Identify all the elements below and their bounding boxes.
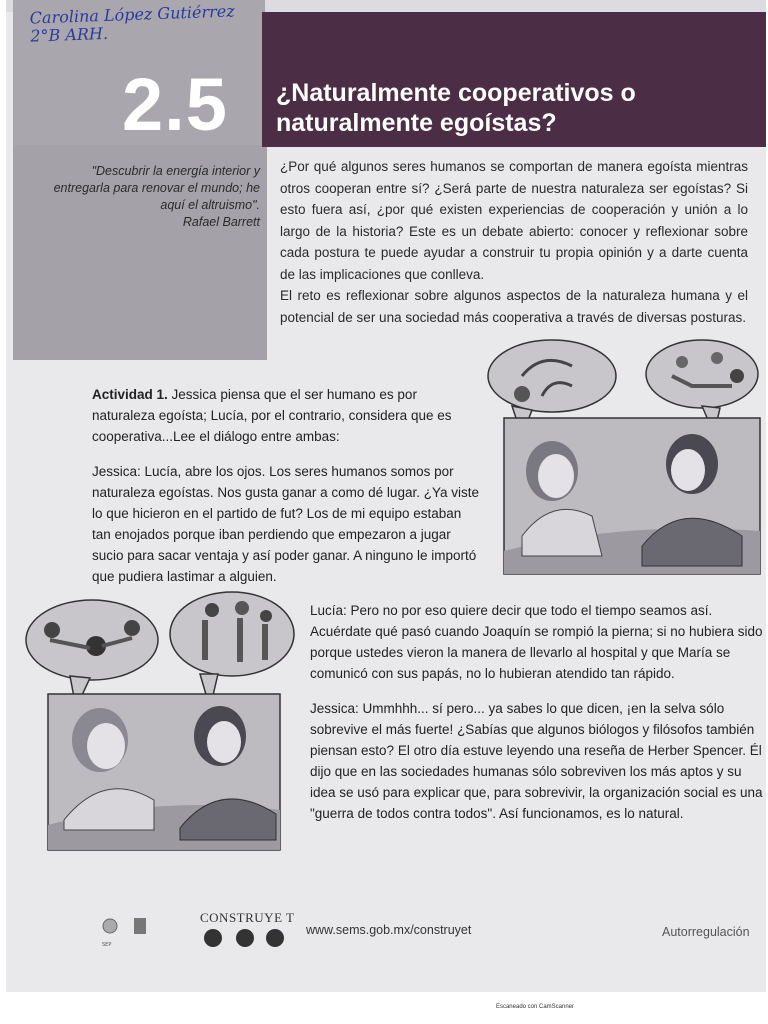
epigraph-author: Rafael Barrett <box>182 215 260 229</box>
intro-text <box>280 156 748 328</box>
svg-text:SEP: SEP <box>102 942 112 948</box>
dialogue-lucia: Lucía: Pero no por eso quiere decir que todo el tiempo seamos así. Acuérdate qué pasó cuando Joaquín se rompió la pierna; si no hubiera sido porque ustedes vieron la manera de llevarlo al hospital y que María se comunicó con sus papás, no lo hubieran atendido tan rápido. <box>310 603 763 681</box>
scanner-watermark: Escaneado con CamScanner <box>495 1004 575 1010</box>
activity-label: Actividad 1. <box>92 387 168 402</box>
illustration-girls-thinking-1 <box>482 336 764 576</box>
dialogue-block-2 <box>310 600 766 838</box>
brand-text: CONSTRUYE T <box>200 910 295 925</box>
textbook-page <box>6 0 766 992</box>
title-line-2: naturalmente egoístas? <box>276 109 557 137</box>
page-title <box>276 78 756 138</box>
intro-paragraph-1: ¿Por qué algunos seres humanos se comportan de manera egoísta mientras otros cooperan entre sí? ¿Será parte de nuestra naturaleza ser egoístas? Si esto fuera así, ¿por qué existen experiencias de cooperación y unión a lo largo de la historia? Este es un debate abierto: conocer y reflexionar sobre cada postura te puede ayudar a construir tu propia opinión y a darte cuenta de las implicaciones que conlleva. <box>280 159 748 282</box>
government-seals <box>98 912 158 952</box>
thought-bubble-soccer <box>488 340 616 412</box>
footer-url[interactable]: www.sems.gob.mx/construyet <box>306 923 472 937</box>
intro-paragraph-2: El reto es reflexionar sobre algunos aspectos de la naturaleza humana y el potencial de ser una sociedad más cooperativa a través de diversas posturas. <box>280 288 748 325</box>
activity-instructions: Jessica piensa que el ser humano es por naturaleza egoísta; Lucía, por el contrario, considera que es cooperativa...Lee el diálogo entre ambas: <box>92 387 452 444</box>
epigraph <box>46 163 260 231</box>
handwritten-group-line: 2°B ARH. <box>30 23 109 46</box>
dimension-icon-1 <box>204 929 222 947</box>
title-line-1: ¿Naturalmente cooperativos o <box>276 79 636 107</box>
thought-bubble-carry <box>170 592 294 676</box>
section-number: 2.5 <box>122 63 228 146</box>
dimension-icon-2 <box>236 929 254 947</box>
construye-t-logo <box>200 910 294 926</box>
activity-block <box>92 384 480 601</box>
epigraph-text: "Descubrir la energía interior y entregarla para renovar el mundo; he aquí el altruismo". <box>53 164 260 212</box>
dimension-icon-3 <box>266 929 284 947</box>
activity-intro <box>92 384 480 447</box>
handwritten-name-line: Carolina López Gutiérrez <box>29 1 235 28</box>
illustration-girls-thinking-2 <box>20 590 298 854</box>
handwritten-name <box>29 2 235 45</box>
dialogue-jessica-2: Jessica: Ummhhh... sí pero... ya sabes lo que dicen, ¡en la selva sólo sobrevive el más fuerte! ¿Sabías que algunos biólogos y filósofos también piensan esto? El otro día estuve leyendo una reseña de Herber Spencer. Él dijo que en las sociedades humanas sólo sobreviven los más aptos y su idea se usó para explicar que, para sobrevivir, la organización social es una "guerra de todos contra todos". Así funcionamos, es lo natural. <box>310 701 763 821</box>
dialogue-jessica-1: Jessica: Lucía, abre los ojos. Los seres humanos somos por naturaleza egoístas. Nos gusta ganar a como dé lugar. ¿Ya viste lo que hicieron en el partido de fut? Los de mi equipo estaban tan enojados porque iban perdiendo que empezaron a jugar sucio para sacar ventaja y así poder ganar. A ninguno le importó que pudiera lastimar a alguien. <box>92 464 479 584</box>
footer-topic: Autorregulación <box>662 925 750 939</box>
